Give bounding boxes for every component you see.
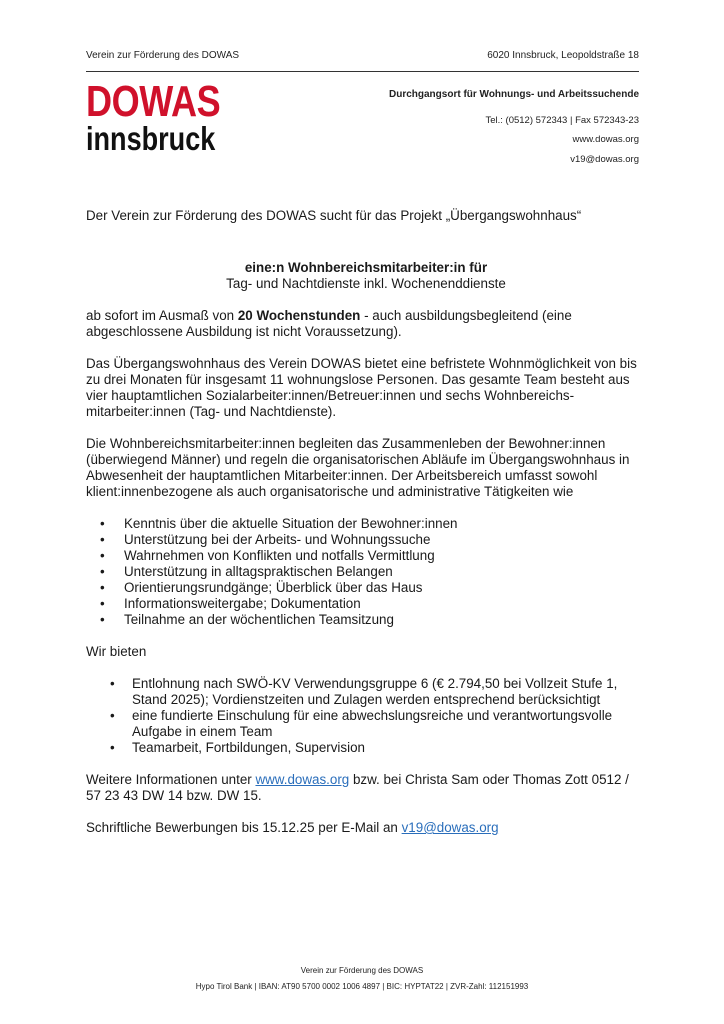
- list-item: • Wahrnehmen von Konflikten und notfalls Vermittlung: [86, 548, 646, 564]
- list-item: • Kenntnis über die aktuelle Situation der Bewohner:innen: [86, 516, 646, 532]
- task-list: [86, 516, 646, 628]
- tagline: Durchgangsort für Wohnungs- und Arbeitssuchende: [389, 89, 639, 100]
- footer-org: Verein zur Förderung des DOWAS: [300, 966, 424, 975]
- logo-line-2: innsbruck: [86, 120, 216, 157]
- application-text: Schriftliche Bewerbungen bis 15.12.25 per E-Mail an: [86, 820, 402, 835]
- logo-line-1: DOWAS: [86, 77, 221, 126]
- scope-hours: 20 Wochenstunden: [237, 308, 361, 323]
- list-item: • Orientierungsrundgänge; Überblick über das Haus: [86, 580, 646, 596]
- info-paragraph: [86, 772, 646, 804]
- position-subtitle: Tag- und Nachtdienste inkl. Wochenenddienste: [226, 276, 506, 291]
- list-item: • Teilnahme an der wöchentlichen Teamsitzung: [86, 612, 646, 628]
- org-name: Verein zur Förderung des DOWAS: [86, 50, 240, 61]
- intro-text: Der Verein zur Förderung des DOWAS sucht für das Projekt „Übergangswohnhaus“: [86, 208, 582, 223]
- header-divider: [86, 71, 639, 72]
- offer-list: [86, 676, 646, 756]
- offers-heading: Wir bieten: [86, 644, 147, 659]
- footer-bank: Hypo Tirol Bank | IBAN: AT90 5700 0002 1006 4897 | BIC: HYPTAT22 | ZVR-Zahl: 112151993: [195, 982, 529, 991]
- list-item: • Unterstützung in alltagspraktischen Belangen: [86, 564, 646, 580]
- letter-body: [86, 208, 646, 836]
- phone-fax: Tel.: (0512) 572343 | Fax 572343-23: [485, 114, 639, 126]
- contact-block: [389, 85, 639, 169]
- website-link[interactable]: www.dowas.org: [255, 772, 350, 787]
- list-item: • Teamarbeit, Fortbildungen, Supervision: [86, 740, 646, 756]
- list-item: • Entlohnung nach SWÖ-KV Verwendungsgruppe 6 (€ 2.794,50 bei Vollzeit Stufe 1, Stand 2025); Vordienstzeiten und Zulagen werden entsprechend berücksichtigt: [86, 676, 646, 708]
- info-text-1: Weitere Informationen unter: [86, 772, 256, 787]
- scope-text-2: - auch ausbildungsbegleitend (eine abgeschlossene Ausbildung ist nicht Voraussetzung).: [86, 308, 572, 339]
- scope-text-1: ab sofort im Ausmaß von: [86, 308, 238, 323]
- position-title: eine:n Wohnbereichsmitarbeiter:in für: [244, 260, 488, 275]
- list-item: • Unterstützung bei der Arbeits- und Wohnungssuche: [86, 532, 646, 548]
- scope-paragraph: [86, 308, 646, 340]
- info-text-2: bzw. bei Christa Sam oder Thomas Zott 0512 / 57 23 43 DW 14 bzw. DW 15.: [86, 772, 629, 803]
- list-item: • Informationsweitergabe; Dokumentation: [86, 596, 646, 612]
- header-website: www.dowas.org: [572, 134, 639, 145]
- header-email: v19@dowas.org: [570, 153, 639, 165]
- footer: [0, 963, 724, 995]
- application-paragraph: [86, 820, 646, 836]
- tasks-paragraph: Die Wohnbereichsmitarbeiter:innen begleiten das Zusammenleben der Bewohner:innen (überwiegend Männer) und regeln die organisatorischen Abläufe im Übergangswohnhaus in Abwesenheit der hauptamtlichen Mitarbeiter:innen. Der Arbeitsbereich umfasst sowohl klient:innenbezogene als auch organisatorische und administrative Tätigkeiten wie: [86, 436, 630, 499]
- list-item: • eine fundierte Einschulung für eine abwechslungsreiche und verantwortungsvolle Aufgabe in einem Team: [86, 708, 646, 740]
- house-paragraph: Das Übergangswohnhaus des Verein DOWAS bietet eine befristete Wohnmöglichkeit von bis zu drei Monaten für insgesamt 11 wohnungslose Personen. Das gesamte Team besteht aus vier hauptamtlichen Sozialarbeiter:innen/Betreuer:innen und sechs Wohnbereichs-mitarbeiter:innen (Tag- und Nachtdienste).: [86, 356, 637, 419]
- email-link[interactable]: v19@dowas.org: [401, 820, 499, 835]
- dowas-logo: [86, 77, 250, 157]
- org-address: 6020 Innsbruck, Leopoldstraße 18: [487, 50, 639, 61]
